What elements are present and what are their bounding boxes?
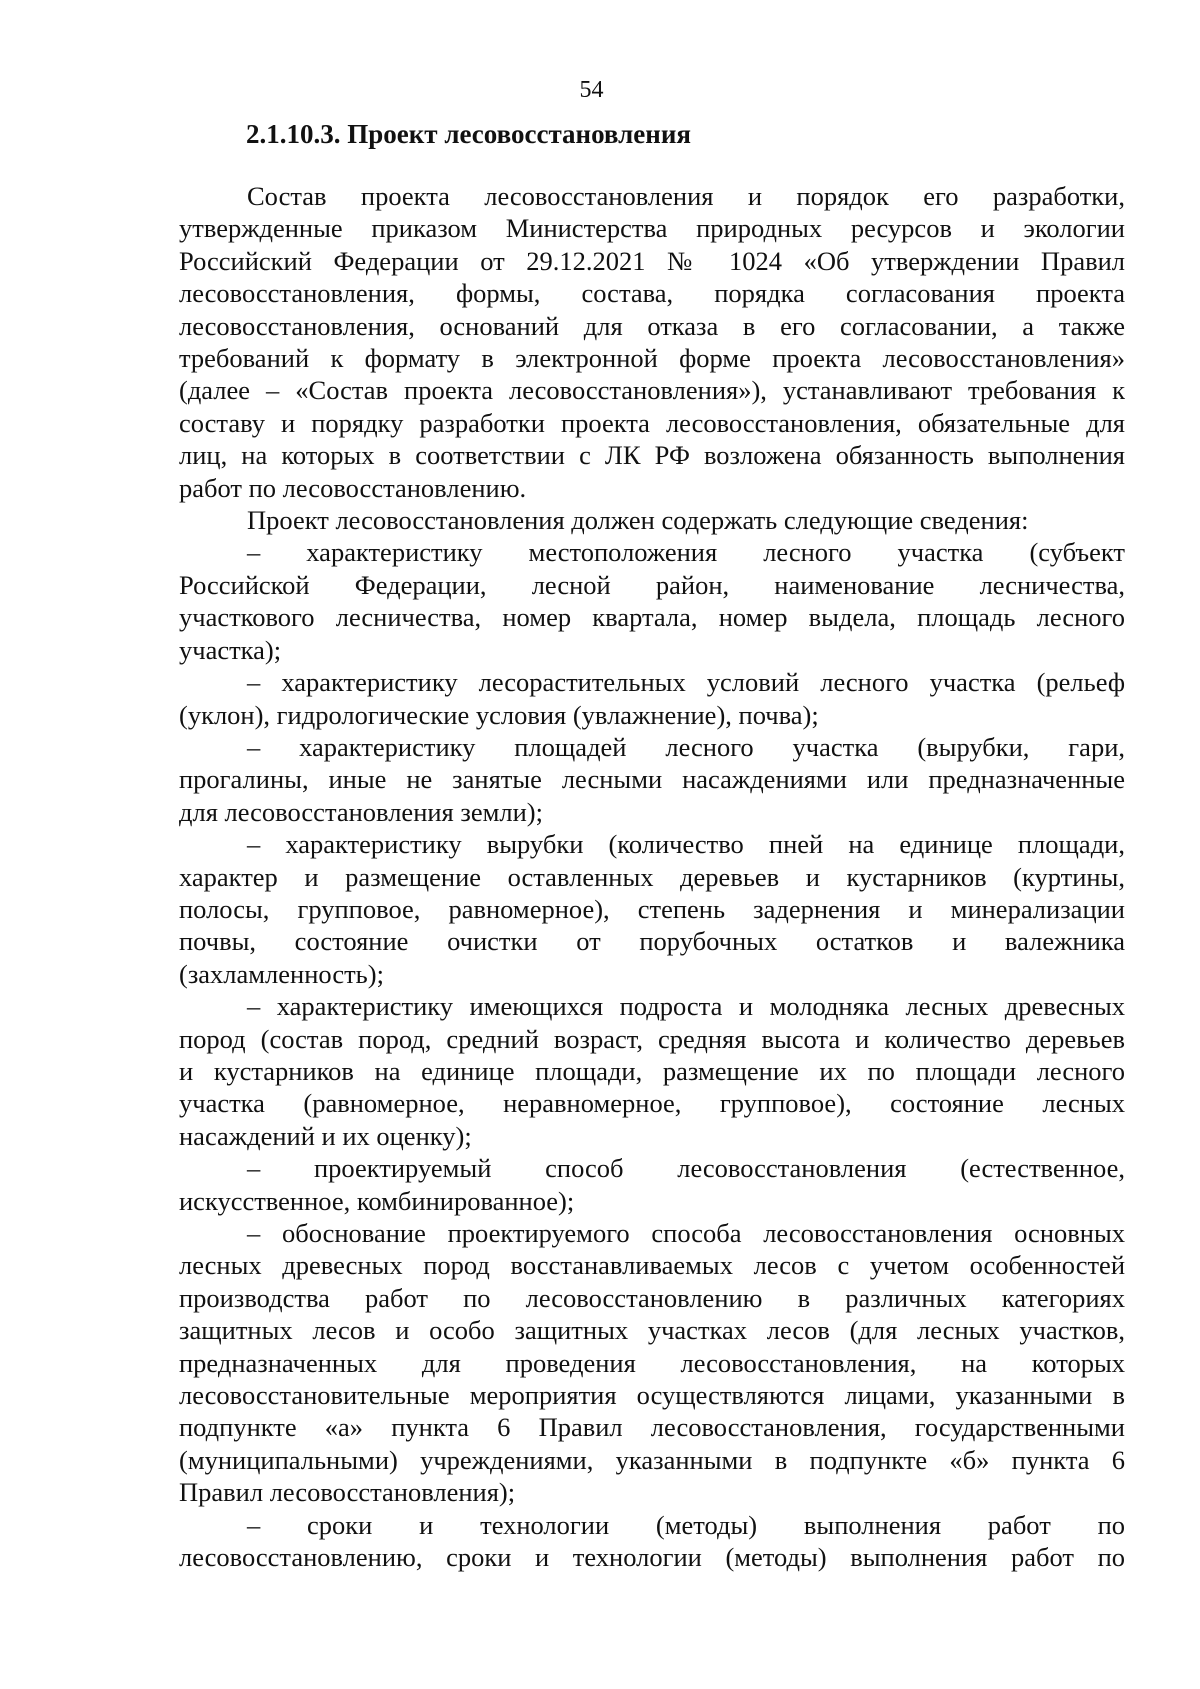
text-line: лесовосстановительные мероприятия осуществляются лицами, указанными в — [179, 1380, 1125, 1411]
page-number: 54 — [579, 77, 604, 103]
text-line: почвы, состояние очистки от порубочных остатков и валежника — [179, 926, 1125, 957]
text-line: характер и размещение оставленных деревьев и кустарников (куртины, — [179, 861, 1125, 892]
text-line: Правил лесовосстановления); — [179, 1477, 516, 1508]
text-line: прогалины, иные не занятые лесными насаждениями или предназначенные — [179, 764, 1125, 795]
text-line: Российский Федерации от 29.12.2021 № 1024 «Об утверждении Правил — [179, 245, 1125, 276]
text-line: – характеристику площадей лесного участка (вырубки, гари, — [247, 731, 1125, 762]
paragraph — [179, 828, 1125, 990]
text-line: для лесовосстановления земли); — [179, 796, 543, 827]
text-line: пород (состав пород, средний возраст, средняя высота и количество деревьев — [179, 1023, 1125, 1054]
section-heading: 2.1.10.3. Проект лесовосстановления — [246, 119, 692, 149]
text-line: – характеристику имеющихся подроста и молодняка лесных древесных — [247, 991, 1125, 1022]
text-line: предназначенных для проведения лесовосстановления, на которых — [179, 1347, 1125, 1378]
text-line: насаждений и их оценку); — [179, 1120, 472, 1151]
paragraph — [179, 990, 1125, 1152]
text-line: утвержденные приказом Министерства природных ресурсов и экологии — [179, 213, 1125, 244]
text-line: Проект лесовосстановления должен содержать следующие сведения: — [247, 505, 1029, 536]
text-line: (захламленность); — [179, 958, 384, 989]
text-line: – характеристику местоположения лесного участка (субъект — [247, 537, 1125, 568]
paragraph — [179, 666, 1125, 731]
text-line: участка (равномерное, неравномерное, групповое), состояние лесных — [179, 1088, 1125, 1119]
text-line: лесных древесных пород восстанавливаемых лесов с учетом особенностей — [179, 1250, 1125, 1281]
text-line: лесовосстановления, формы, состава, порядка согласования проекта — [179, 278, 1125, 309]
text-line: Состав проекта лесовосстановления и порядок его разработки, — [247, 181, 1125, 211]
text-line: – характеристику вырубки (количество пней на единице площади, — [247, 829, 1125, 860]
text-line: (далее – «Состав проекта лесовосстановления»), устанавливают требования к — [179, 375, 1125, 406]
paragraph — [179, 180, 1125, 504]
paragraph — [179, 536, 1125, 666]
text-line: производства работ по лесовосстановлению в различных категориях — [179, 1282, 1125, 1313]
text-line: лесовосстановлению, сроки и технологии (методы) выполнения работ по — [179, 1542, 1125, 1573]
text-line: лесовосстановления, оснований для отказа в его согласовании, а также — [179, 310, 1125, 341]
text-line: – проектируемый способ лесовосстановления (естественное, — [247, 1153, 1125, 1184]
text-line: лиц, на которых в соответствии с ЛК РФ возложена обязанность выполнения — [179, 440, 1125, 471]
text-line: Российской Федерации, лесной район, наименование лесничества, — [179, 569, 1125, 600]
text-line: (уклон), гидрологические условия (увлажнение), почва); — [179, 699, 819, 730]
paragraph — [179, 731, 1125, 828]
text-line: участкового лесничества, номер квартала, номер выдела, площадь лесного — [179, 602, 1125, 633]
text-line: участка); — [179, 634, 282, 665]
text-line: – сроки и технологии (методы) выполнения работ по — [247, 1509, 1125, 1540]
text-line: – характеристику лесорастительных условий лесного участка (рельеф — [247, 667, 1125, 698]
text-line: требований к формату в электронной форме проекта лесовосстановления» — [179, 343, 1125, 374]
paragraph — [179, 1509, 1125, 1574]
text-line: составу и порядку разработки проекта лесовосстановления, обязательные для — [179, 407, 1125, 438]
paragraph — [179, 1152, 1125, 1217]
text-line: и кустарников на единице площади, размещение их по площади лесного — [179, 1055, 1125, 1086]
text-line: подпункте «а» пункта 6 Правил лесовосстановления, государственными — [179, 1412, 1125, 1443]
text-line: полосы, групповое, равномерное), степень задернения и минерализации — [179, 893, 1125, 924]
text-line: защитных лесов и особо защитных участках лесов (для лесных участков, — [179, 1315, 1125, 1346]
paragraph — [179, 1217, 1125, 1509]
paragraph — [179, 504, 1125, 536]
text-line: (муниципальными) учреждениями, указанными в подпункте «б» пункта 6 — [179, 1444, 1125, 1475]
text-line: – обоснование проектируемого способа лесовосстановления основных — [247, 1218, 1125, 1248]
document-body — [179, 180, 1125, 1573]
text-line: искусственное, комбинированное); — [179, 1185, 575, 1216]
text-line: работ по лесовосстановлению. — [179, 472, 527, 503]
